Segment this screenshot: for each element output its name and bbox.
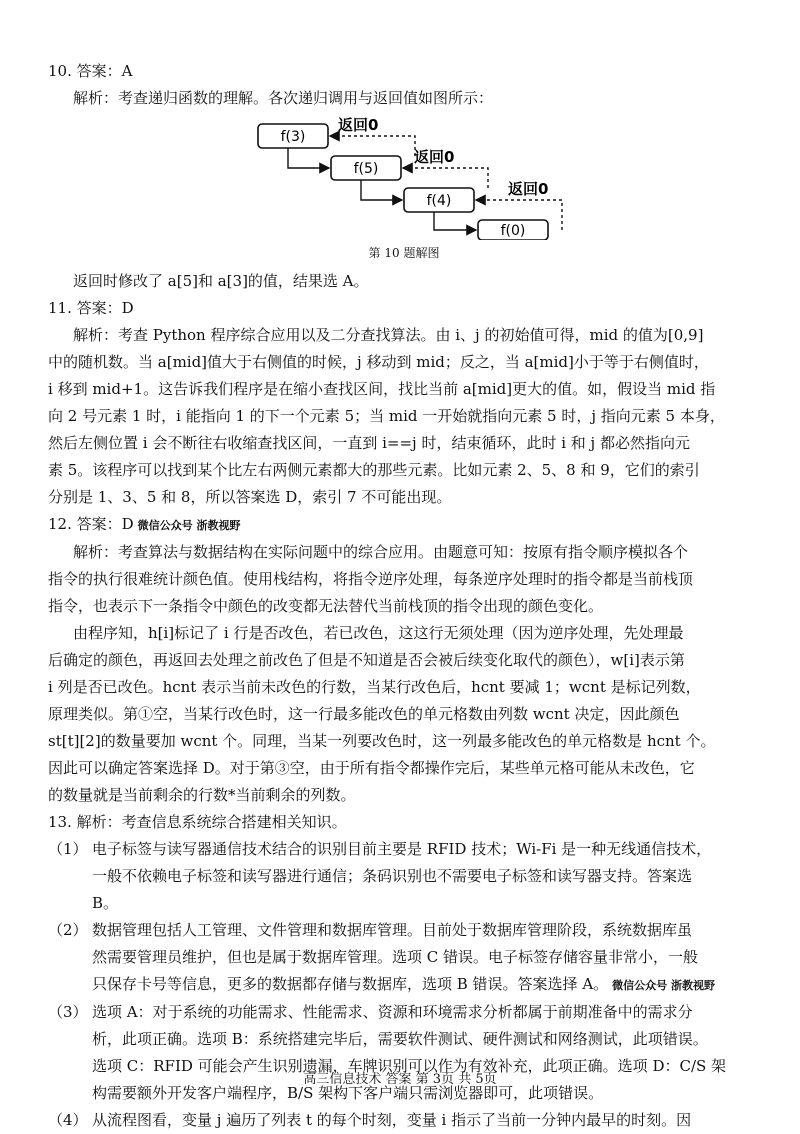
watermark: 微信公众号 浙教视野 (137, 519, 241, 532)
q12-line: 指令，也表示下一条指令中颜色的改变都无法替代当前栈顶的指令出现的颜色变化。 (48, 597, 604, 615)
item-line: 一般不依赖电子标签和读写器进行通信；条码识别也不需要电子标签和读写器支持。答案选 (92, 867, 693, 885)
q10-answer: 10. 答案：A (48, 62, 133, 80)
item-number: （2） (48, 921, 88, 939)
q10-conclusion: 返回时修改了 a[5]和 a[3]的值，结果选 A。 (73, 272, 369, 290)
item-line: 数据管理包括人工管理、文件管理和数据库管理。目前处于数据库管理阶段，系统数据库虽 (92, 921, 693, 939)
q11-line: 解析：考查 Python 程序综合应用以及二分查找算法。由 i、j 的初始值可得，mid 的值为[0,9] (73, 326, 704, 344)
item-line-row (92, 971, 760, 999)
q11-line: i 移到 mid+1。这告诉我们程序是在缩小查找区间，找比当前 a[mid]更大的值。如，假设当 mid 指 (48, 380, 716, 398)
call-arrow-2 (361, 180, 402, 200)
q13-title: 13. 解析：考查信息系统综合搭建相关知识。 (48, 813, 347, 831)
call-arrow-3 (434, 212, 476, 230)
q13-item-2 (48, 917, 760, 999)
item-line: 选项 C：RFID 可能会产生识别遗漏，车牌识别可以作为有效补充，此项正确。选项 D：C/S 架 (92, 1057, 727, 1075)
recursion-figure (48, 112, 760, 268)
box-f4-label: f(4) (426, 193, 452, 209)
answer-page (48, 58, 760, 1134)
q11-line: 然后左侧位置 i 会不断往右收缩查找区间，一直到 i==j 时，结束循环，此时 i 和 j 都必然指向元 (48, 434, 690, 452)
item-line: 从流程图看，变量 j 遍历了列表 t 的每个时刻，变量 i 指示了当前一分钟内最早的时刻。因 (92, 1111, 692, 1129)
q10-analysis: 解析：考查递归函数的理解。各次递归调用与返回值如图所示： (73, 89, 494, 107)
return-label-3: 返回0 (508, 180, 549, 198)
q11-line: 向 2 号元素 1 时，i 能指向 1 的下一个元素 5；当 mid 一开始就指向元素 5 时，j 指向元素 5 本身， (48, 407, 725, 425)
q12-line: i 列是否已改色。hcnt 表示当前未改色的行数，当某行改色后，hcnt 要减 1；wcnt 是标记列数， (48, 678, 701, 696)
q12-line: 因此可以确定答案选择 D。对于第③空，由于所有指令都操作完后，某些单元格可能从未改色，它 (48, 759, 695, 777)
q12-line: 的数量就是当前剩余的行数*当前剩余的列数。 (48, 786, 356, 804)
figure-caption: 第 10 题解图 (368, 246, 440, 260)
call-arrow-1 (288, 148, 329, 168)
q13-item-3 (48, 999, 760, 1107)
q12-line: 指令的执行很难统计颜色值。使用栈结构，将指令逆序处理，每条逆序处理时的指令都是当前栈顶 (48, 570, 694, 588)
box-f5-label: f(5) (353, 161, 379, 177)
item-line: 构需要额外开发客户端程序，B/S 架构下客户端只需浏览器即可，此项错误。 (92, 1084, 604, 1102)
item-line: 析，此项正确。选项 B：系统搭建完毕后，需要软件测试、硬件测试和网络测试，此项错误。 (92, 1030, 708, 1048)
q12-line: st[t][2]的数量要加 wcnt 个。同理，当某一列要改色时，这一列最多能改色的单元格数是 hcnt 个。 (48, 732, 716, 750)
q11-line: 中的随机数。当 a[mid]值大于右侧值的时候，j 移动到 mid；反之，当 a[mid]小于等于右侧值时， (48, 353, 709, 371)
item-number: （4） (48, 1111, 88, 1129)
return-arrow-1 (330, 136, 415, 156)
q12-line: 后确定的颜色，再返回去处理之前改色了但是不知道是否会被后续变化取代的颜色），w[i]表示第 (48, 651, 685, 669)
return-label-1: 返回0 (338, 116, 379, 134)
item-line: B。 (92, 894, 119, 912)
item-line: 电子标签与读写器通信技术结合的识别目前主要是 RFID 技术；Wi-Fi 是一种无线通信技术， (92, 840, 712, 858)
q12-answer: 12. 答案：D (48, 515, 134, 533)
return-label-2: 返回0 (414, 148, 455, 166)
q12-line: 原理类似。第①空，当某行改色时，这一行最多能改色的单元格数由列数 wcnt 决定，因此颜色 (48, 705, 680, 723)
item-number: （3） (48, 1003, 88, 1021)
item-line: 然需要管理员维护，但也是属于数据库管理。选项 C 错误。电子标签存储容量非常小，一般 (92, 948, 699, 966)
return-arrow-2 (403, 168, 488, 188)
box-f0-label: f(0) (500, 223, 526, 239)
box-f3-label: f(3) (280, 129, 306, 145)
q12-answer-row (48, 511, 760, 539)
q11-line: 分别是 1、3、5 和 8，所以答案选 D，索引 7 不可能出现。 (48, 488, 452, 506)
q12-line: 解析：考查算法与数据结构在实际问题中的综合应用。由题意可知：按原有指令顺序模拟各个 (73, 543, 689, 561)
item-number: （1） (48, 840, 88, 858)
q12-line: 由程序知，h[i]标记了 i 行是否改色，若已改色，这这行无须处理（因为逆序处理，先处理最 (73, 624, 684, 642)
item-line: 只保存卡号等信息，更多的数据都存储与数据库，选项 B 错误。答案选择 A。 (92, 975, 609, 993)
q13-item-1 (48, 836, 760, 917)
q13-item-4 (48, 1107, 760, 1134)
q11-line: 素 5。该程序可以找到某个比左右两侧元素都大的那些元素。比如元素 2、5、8 和 9，它们的索引 (48, 461, 700, 479)
page-footer: 高三信息技术 答案 第 3页 共 5页 (303, 1072, 497, 1087)
watermark: 微信公众号 浙教视野 (612, 979, 716, 992)
recursion-diagram (248, 116, 608, 240)
q11-answer: 11. 答案：D (48, 299, 134, 317)
item-line: 选项 A：对于系统的功能需求、性能需求、资源和环境需求分析都属于前期准备中的需求分 (92, 1003, 693, 1021)
